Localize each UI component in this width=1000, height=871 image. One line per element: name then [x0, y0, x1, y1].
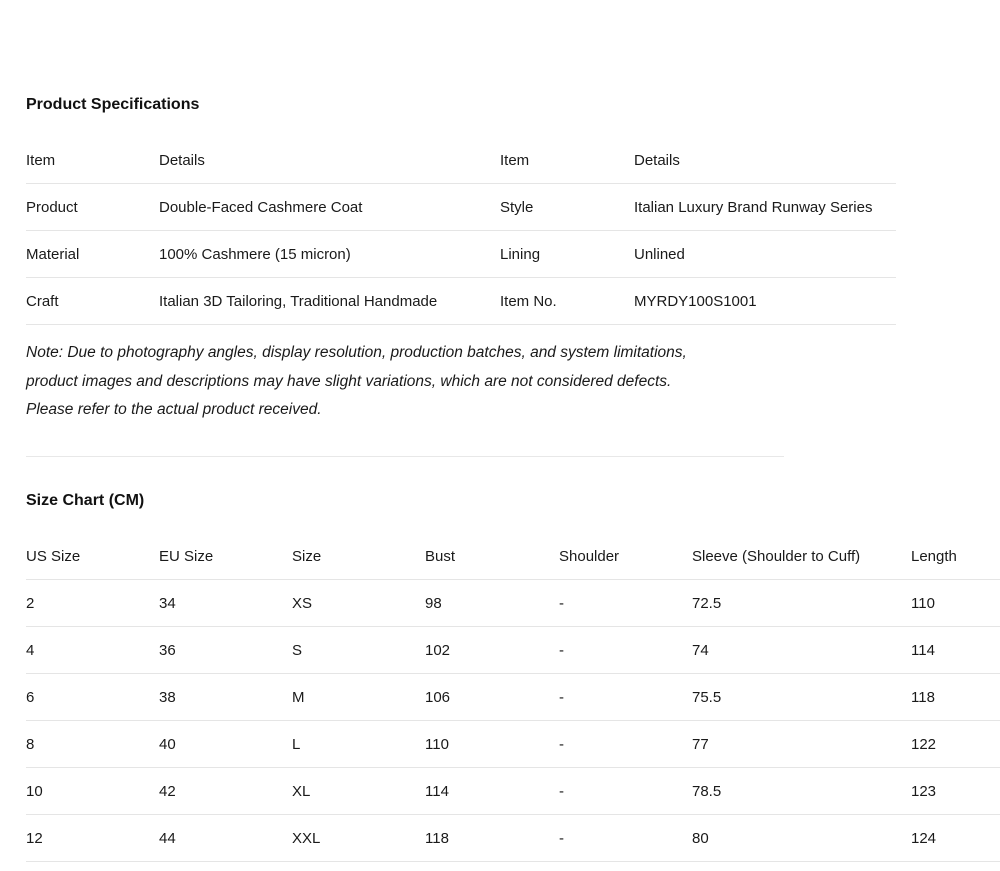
spec-label: Material	[26, 231, 159, 278]
size-cell: 118	[911, 674, 1000, 721]
size-cell: XS	[292, 580, 425, 627]
table-row	[26, 184, 896, 231]
size-cell: 110	[425, 721, 559, 768]
spec-header-details: Details	[634, 137, 896, 184]
size-chart-title: Size Chart (CM)	[26, 492, 145, 509]
section-divider	[26, 456, 784, 457]
size-cell: 110	[911, 580, 1000, 627]
size-cell: 122	[911, 721, 1000, 768]
size-cell: 72.5	[692, 580, 911, 627]
size-cell: 75.5	[692, 674, 911, 721]
size-cell: 2	[26, 580, 159, 627]
size-cell: -	[559, 721, 692, 768]
note-line: product images and descriptions may have slight variations, which are not considered defects.	[26, 372, 672, 390]
size-cell: XL	[292, 768, 425, 815]
size-chart-header-row	[26, 533, 1000, 580]
spec-label: Lining	[500, 231, 634, 278]
size-cell: M	[292, 674, 425, 721]
size-header-length: Length	[911, 533, 1000, 580]
size-cell: 12	[26, 815, 159, 862]
size-cell: 42	[159, 768, 292, 815]
table-row	[26, 580, 1000, 627]
spec-label: Product	[26, 184, 159, 231]
size-cell: 38	[159, 674, 292, 721]
specifications-header-row	[26, 137, 896, 184]
spec-label: Item No.	[500, 278, 634, 325]
disclaimer-note	[26, 339, 806, 425]
size-cell: 10	[26, 768, 159, 815]
size-cell: -	[559, 580, 692, 627]
table-row	[26, 231, 896, 278]
size-cell: -	[559, 674, 692, 721]
spec-value: Italian Luxury Brand Runway Series	[634, 184, 896, 231]
size-cell: S	[292, 627, 425, 674]
size-cell: -	[559, 627, 692, 674]
specifications-table	[26, 137, 896, 325]
size-cell: 98	[425, 580, 559, 627]
spec-value: 100% Cashmere (15 micron)	[159, 231, 500, 278]
size-cell: L	[292, 721, 425, 768]
spec-header-item: Item	[500, 137, 634, 184]
size-cell: 118	[425, 815, 559, 862]
size-cell: 77	[692, 721, 911, 768]
size-cell: 124	[911, 815, 1000, 862]
size-cell: 106	[425, 674, 559, 721]
table-row	[26, 627, 1000, 674]
size-cell: -	[559, 815, 692, 862]
spec-value: Italian 3D Tailoring, Traditional Handmade	[159, 278, 500, 325]
size-header-us: US Size	[26, 533, 159, 580]
size-header-size: Size	[292, 533, 425, 580]
spec-header-item: Item	[26, 137, 159, 184]
table-row	[26, 674, 1000, 721]
table-row	[26, 721, 1000, 768]
note-line: Please refer to the actual product received.	[26, 401, 322, 418]
size-cell: 34	[159, 580, 292, 627]
size-cell: 8	[26, 721, 159, 768]
size-cell: XXL	[292, 815, 425, 862]
spec-value: Double-Faced Cashmere Coat	[159, 184, 500, 231]
size-cell: 36	[159, 627, 292, 674]
table-row	[26, 278, 896, 325]
size-header-bust: Bust	[425, 533, 559, 580]
spec-value: Unlined	[634, 231, 896, 278]
specifications-title: Product Specifications	[26, 96, 200, 113]
table-row	[26, 815, 1000, 862]
spec-header-details: Details	[159, 137, 500, 184]
size-cell: 123	[911, 768, 1000, 815]
size-cell: 4	[26, 627, 159, 674]
size-header-sleeve: Sleeve (Shoulder to Cuff)	[692, 533, 911, 580]
size-cell: 114	[911, 627, 1000, 674]
size-cell: -	[559, 768, 692, 815]
size-cell: 40	[159, 721, 292, 768]
spec-label: Craft	[26, 278, 159, 325]
table-row	[26, 768, 1000, 815]
size-header-eu: EU Size	[159, 533, 292, 580]
spec-label: Style	[500, 184, 634, 231]
size-cell: 102	[425, 627, 559, 674]
spec-value: MYRDY100S1001	[634, 278, 896, 325]
size-cell: 80	[692, 815, 911, 862]
note-line: Note: Due to photography angles, display resolution, production batches, and system limitations,	[26, 344, 687, 361]
size-cell: 74	[692, 627, 911, 674]
size-cell: 114	[425, 768, 559, 815]
size-cell: 44	[159, 815, 292, 862]
size-header-shoulder: Shoulder	[559, 533, 692, 580]
size-chart-table	[26, 533, 1000, 862]
size-cell: 6	[26, 674, 159, 721]
size-cell: 78.5	[692, 768, 911, 815]
